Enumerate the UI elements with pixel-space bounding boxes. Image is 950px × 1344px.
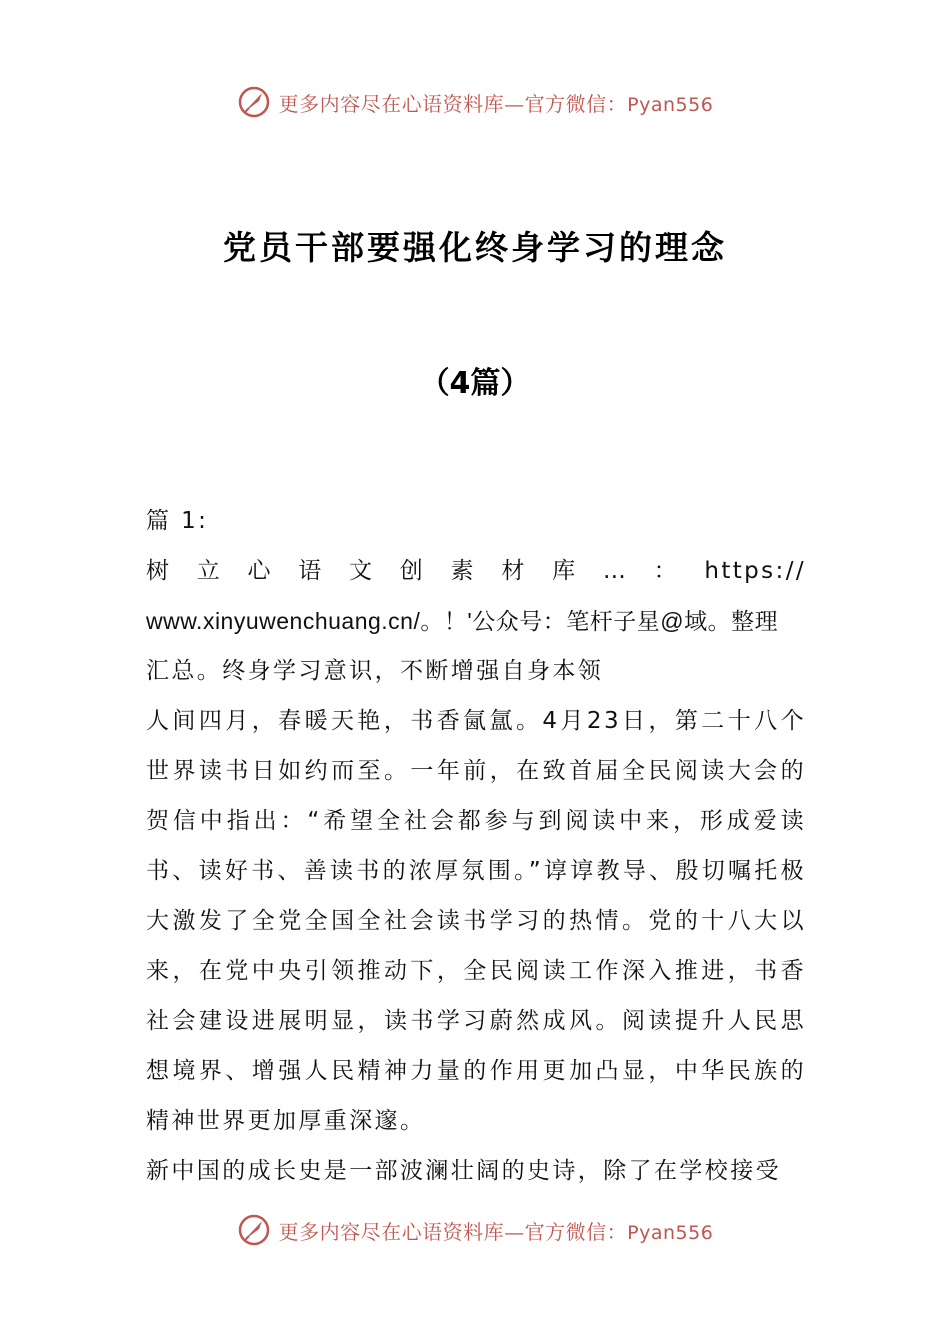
source-line: 树立心语文创素材库…：https:// bbox=[146, 558, 806, 584]
paragraph: 新中国的成长史是一部波澜壮阔的史诗，除了在学校接受 bbox=[146, 1158, 781, 1184]
footer-banner-text: 更多内容尽在心语资料库—官方微信：Pyan556 bbox=[278, 1219, 714, 1244]
document-body bbox=[146, 496, 806, 1196]
header-banner bbox=[0, 82, 950, 122]
header-wechat-account: Pyan556 bbox=[627, 93, 714, 116]
paragraph: 人间四月，春暖天艳，书香氤氲。4月23日，第二十八个世界读书日如约而至。一年前，在致首届全民阅读大会的贺信中指出：“希望全社会都参与到阅读中来，形成爱读书、读好书、善读书的浓厚氛围。”谆谆教导、殷切嘱托极大激发了全党全国全社会读书学习的热情。党的十八大以来，在党中央引领推动下，全民阅读工作深入推进，书香社会建设进展明显，读书学习蔚然成风。阅读提升人民思想境界、增强人民精神力量的作用更加凸显，中华民族的精神世界更加厚重深邃。 bbox=[146, 708, 806, 1134]
quill-logo-icon bbox=[237, 85, 271, 119]
source-line-3: 汇总。终身学习意识，不断增强自身本领 bbox=[146, 658, 604, 684]
header-banner-text: 更多内容尽在心语资料库—官方微信：Pyan556 bbox=[278, 91, 714, 116]
section-label: 篇 1: bbox=[146, 508, 209, 534]
document-subtitle: （4篇） bbox=[419, 366, 531, 401]
footer-wechat-account: Pyan556 bbox=[627, 1221, 714, 1244]
document-title: 党员干部要强化终身学习的理念 bbox=[223, 228, 727, 267]
footer-banner bbox=[0, 1210, 950, 1250]
source-line-2: www.xinyuwenchuang.cn/。！'公众号：笔杆子星@域。整理 bbox=[146, 608, 779, 634]
quill-logo-icon bbox=[237, 1213, 271, 1247]
